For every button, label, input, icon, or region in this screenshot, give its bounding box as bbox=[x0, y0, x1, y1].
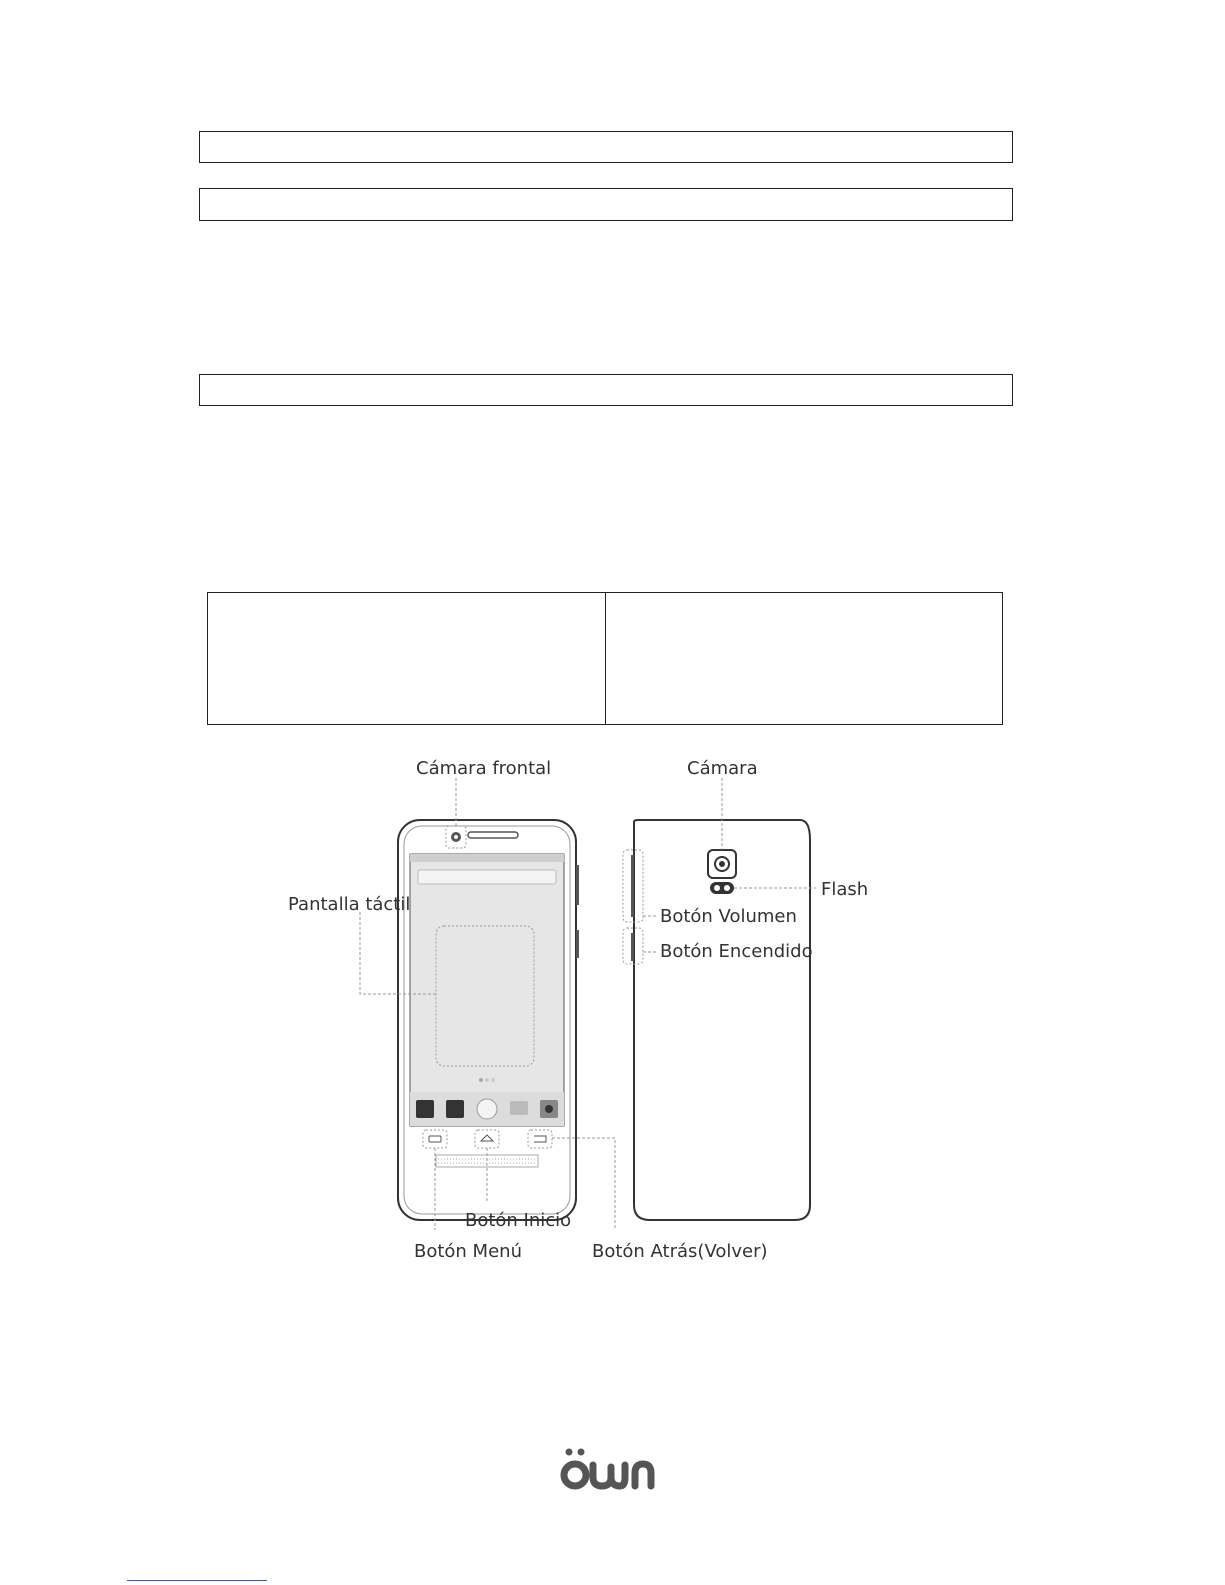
menu-button-label: Botón Menú bbox=[414, 1241, 522, 1262]
power-button-label: Botón Encendido bbox=[660, 941, 813, 962]
home-button-label: Botón Inicio bbox=[465, 1210, 572, 1231]
front-phone bbox=[398, 820, 579, 1220]
empty-heading-box-2 bbox=[199, 188, 1013, 221]
empty-heading-box-3 bbox=[199, 374, 1013, 406]
volume-button-label: Botón Volumen bbox=[660, 906, 797, 927]
footer-rule bbox=[127, 1580, 267, 1581]
phone-diagram bbox=[280, 750, 900, 1270]
camera-label: Cámara bbox=[687, 758, 758, 779]
own-logo bbox=[555, 1443, 655, 1493]
table-cell-right bbox=[605, 593, 1003, 724]
table-cell-left bbox=[208, 593, 605, 724]
back-button-label: Botón Atrás(Volver) bbox=[592, 1241, 768, 1262]
front-camera-label: Cámara frontal bbox=[416, 758, 552, 779]
flash-label: Flash bbox=[821, 879, 869, 900]
empty-two-column-table bbox=[207, 592, 1003, 725]
touch-screen-label: Pantalla táctil bbox=[288, 894, 411, 915]
empty-heading-box-1 bbox=[199, 131, 1013, 163]
back-phone bbox=[623, 820, 810, 1220]
